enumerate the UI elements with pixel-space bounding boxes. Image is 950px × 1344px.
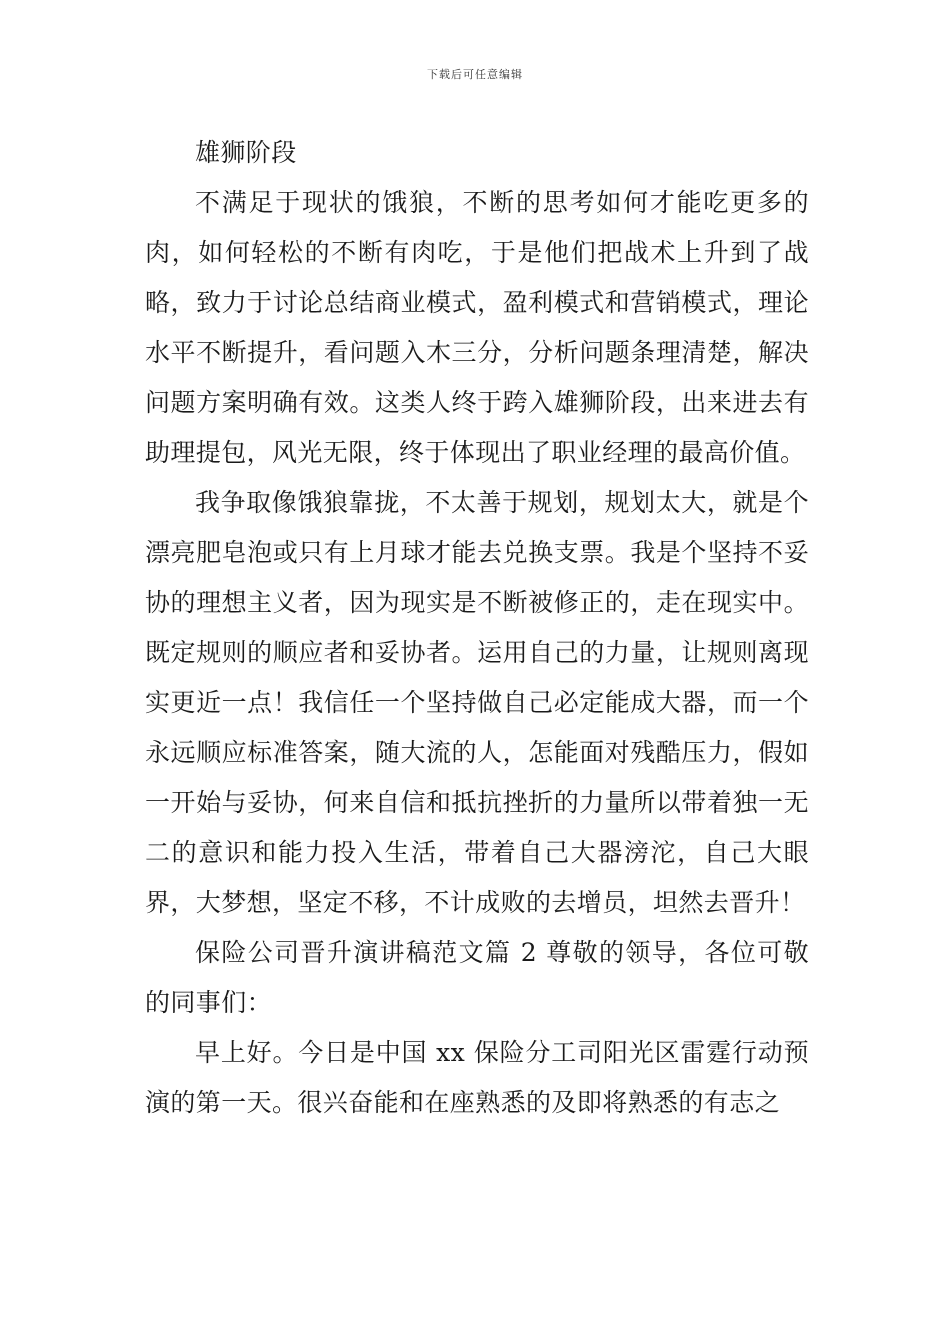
body-paragraph: 早上好。今日是中国 xx 保险分工司阳光区雷霆行动预演的第一天。很兴奋能和在座熟悉的及即将熟悉的有志之 xyxy=(145,1038,809,1117)
body-paragraph: 我争取像饿狼靠拢，不太善于规划，规划太大，就是个漂亮肥皂泡或只有上月球才能去兑换支票。我是个坚持不妥协的理想主义者，因为现实是不断被修正的，走在现实中。既定规则的顺应者和妥协者。运用自己的力量，让规则离现实更近一点！我信任一个坚持做自己必定能成大器，而一个永远顺应标准答案，随大流的人，怎能面对残酷压力，假如一开始与妥协，何来自信和抵抗挫折的力量所以带着独一无二的意识和能力投入生活，带着自己大器滂沱，自己大眼界，大梦想，坚定不移，不计成败的去增员，坦然去晋升！ xyxy=(145,488,809,917)
body-paragraph: 不满足于现状的饿狼，不断的思考如何才能吃更多的肉，如何轻松的不断有肉吃，于是他们把战术上升到了战略，致力于讨论总结商业模式，盈利模式和营销模式，理论水平不断提升，看问题入木三分，分析问题条理清楚，解决问题方案明确有效。这类人终于跨入雄狮阶段，出来进去有助理提包，风光无限，终于体现出了职业经理的最高价值。 xyxy=(145,188,809,467)
section-heading: 雄狮阶段 xyxy=(195,138,297,167)
page-header-note: 下载后可任意编辑 xyxy=(427,68,523,81)
document-body xyxy=(145,128,809,1128)
speech-title-paragraph: 保险公司晋升演讲稿范文篇 2 尊敬的领导，各位可敬的同事们： xyxy=(145,938,809,1017)
